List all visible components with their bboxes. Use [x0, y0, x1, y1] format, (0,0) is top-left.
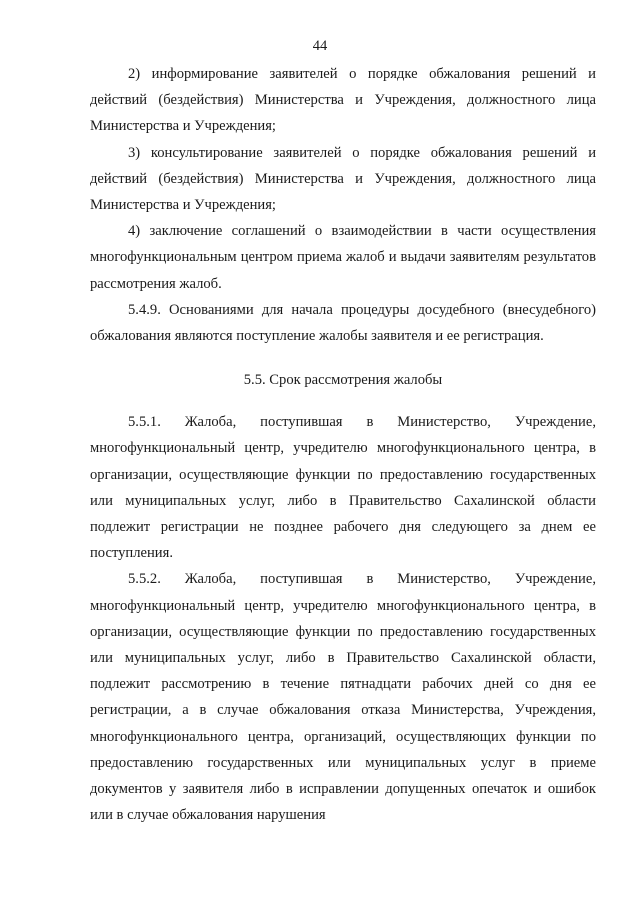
list-item-4: 4) заключение соглашений о взаимодействии в части осуществления многофункциональным центром приема жалоб и выдачи заявителям результатов рассмотрения жалоб.: [90, 223, 596, 292]
list-item-3: 3) консультирование заявителей о порядке обжалования решений и действий (бездействия) Министерства и Учреждения, должностного лица Министерства и Учреждения;: [90, 144, 596, 214]
page-number: 44: [312, 38, 328, 54]
paragraph-5-5-2: 5.5.2. Жалоба, поступившая в Министерство, Учреждение, многофункциональный центр, учредителю многофункционального центра, в организации, осуществляющие функции по предоставлению государственных или муниципальных услуг, либо в Правительство Сахалинской области, подлежит рассмотрению в течение пятнадцати рабочих дней со дня ее регистрации, а в случае обжалования отказа Министерства, Учреждения, многофункционального центра, организаций, осуществляющих функции по предоставлению государственных или муниципальных услуг в приеме документов у заявителя либо в исправлении допущенных опечаток и ошибок или в случае обжалования нарушения: [90, 571, 596, 824]
list-item-2: 2) информирование заявителей о порядке обжалования решений и действий (бездействия) Министерства и Учреждения, должностного лица Министерства и Учреждения;: [90, 66, 596, 135]
paragraph-5-4-9: 5.4.9. Основаниями для начала процедуры досудебного (внесудебного) обжалования являются поступление жалобы заявителя и ее регистрация.: [90, 301, 596, 345]
section-heading: 5.5. Срок рассмотрения жалобы: [243, 372, 443, 389]
document-body: [90, 61, 596, 828]
paragraph-5-5-1: 5.5.1. Жалоба, поступившая в Министерство, Учреждение, многофункциональный центр, учредителю многофункционального центра, в организации, осуществляющие функции по предоставлению государственных или муниципальных услуг, либо в Правительство Сахалинской области подлежит регистрации не позднее рабочего дня следующего за днем ее поступления.: [90, 414, 596, 562]
